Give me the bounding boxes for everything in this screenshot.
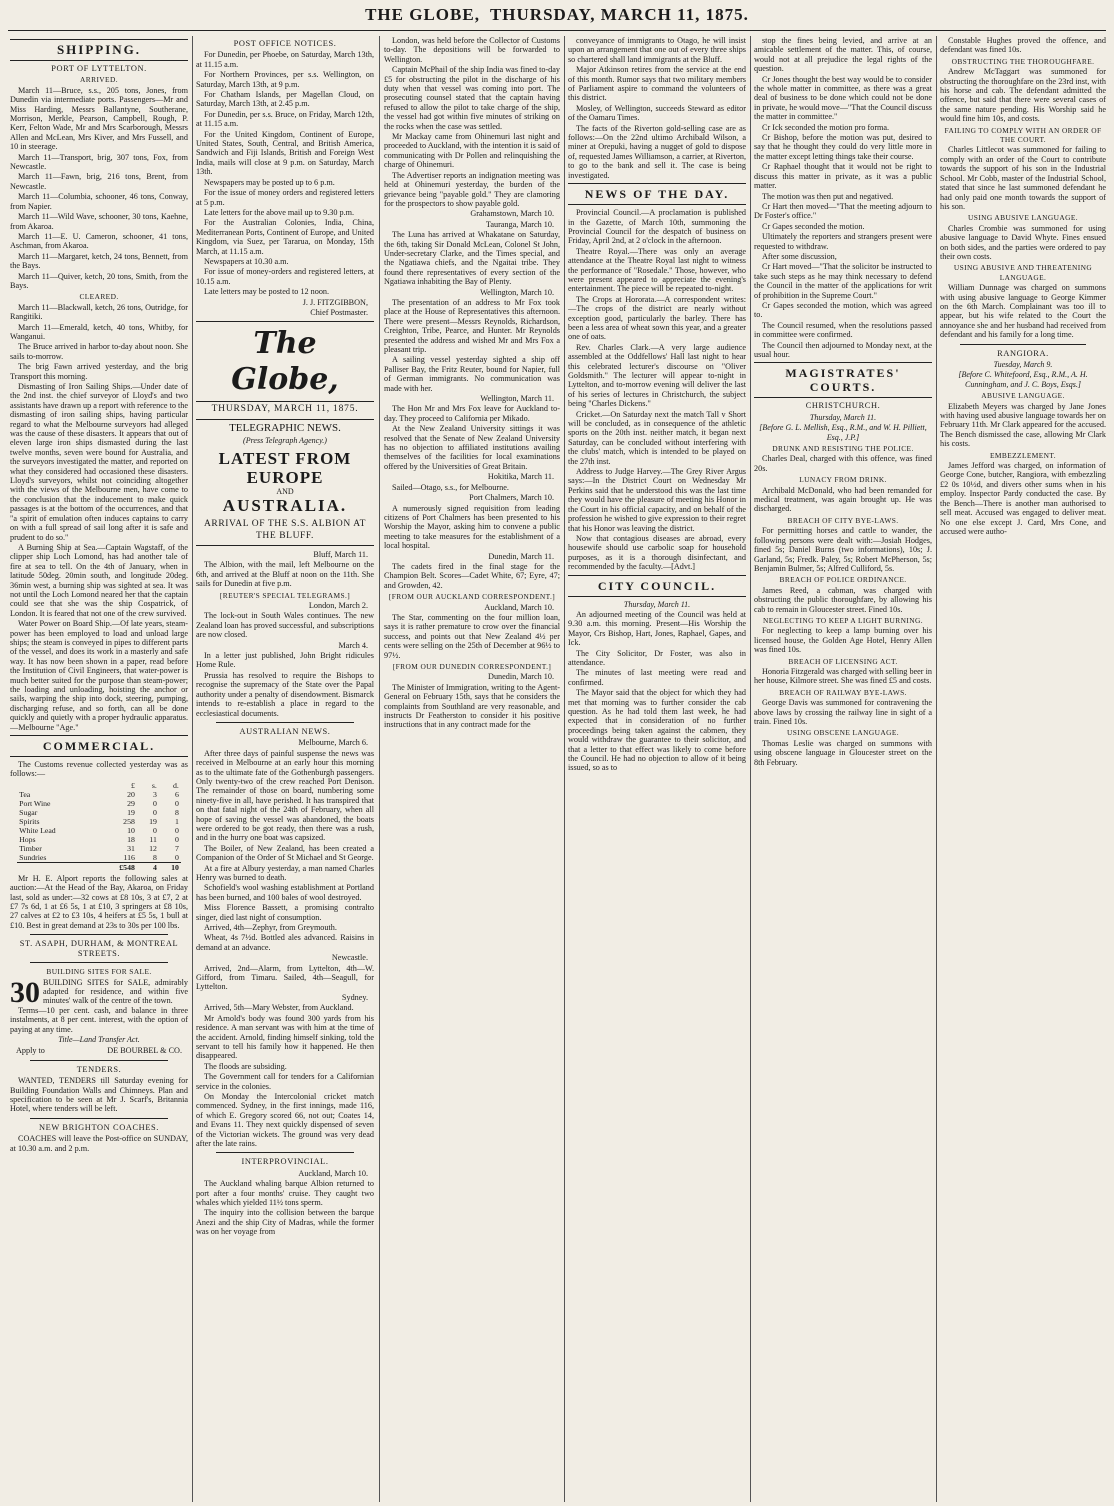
city-council-continued: [754, 36, 932, 359]
case-heading: USING ABUSIVE AND THREATENING LANGUAGE.: [953, 263, 1093, 282]
masthead-date: THURSDAY, MARCH 11, 1875.: [489, 5, 749, 24]
customs-header-cell: £: [130, 780, 135, 790]
article-paragraph: Miss Florence Bassett, a promising contralto singer, died last night of consumption.: [196, 903, 374, 922]
case-text: James Jefford was charged, on information of George Cone, butcher, Rangiora, with embezzling £2 0s 10½d, and divers other sums when in his employ. Inspector Pardy conducted the case. By the Bench—There is another man authorised to sell meat. Accused was engaged to deliver meat. No one else except J. Card, Mrs Cone, and accused were autho-: [940, 461, 1106, 536]
postmaster-name: J. J. FITZGIBBON,: [302, 297, 368, 307]
customs-total-row: [17, 862, 181, 872]
customs-row: [17, 826, 181, 835]
inquiry-text: The inquiry into the collision between the barque Anezi and the ship City of Madras, while the former was on her voyage from: [196, 1208, 374, 1237]
melbourne-news: [196, 749, 374, 922]
customs-amount: 31: [127, 843, 135, 853]
post-notice: For the issue of money orders and registered letters at 5 p.m.: [196, 188, 374, 207]
customs-header-cell: s.: [151, 780, 157, 790]
column-divider: [750, 36, 751, 1502]
article-paragraph: Cr Raphael thought that it would not be right to discuss this matter in private, as it was a public matter.: [754, 162, 932, 191]
rangiora-heading: RANGIORA.: [997, 348, 1049, 358]
customs-item: White Lead: [19, 825, 56, 835]
article-paragraph: Schofield's wool washing establishment at Portland has been burned, and 100 bales of wool destroyed.: [196, 883, 374, 902]
customs-amount: 258: [123, 816, 135, 826]
article-paragraph: The minutes of last meeting were read and confirmed.: [568, 668, 746, 687]
reuter-heading: [REUTER'S SPECIAL TELEGRAMS.]: [219, 590, 351, 600]
cleared-entry: March 11—Emerald, ketch, 40 tons, Whitby, for Wanganui.: [10, 322, 188, 341]
article-paragraph: A sailing vessel yesterday sighted a ship off Palliser Bay, the Fritz Reuter, bound for Napier, full of German immigrants. No communication was made with her.: [384, 355, 560, 393]
building-title: Title—Land Transfer Act.: [58, 1034, 140, 1044]
case-text: Archibald McDonald, who had been remanded for medical treatment, was again brought up. He was discharged.: [754, 485, 932, 514]
customs-row: [17, 808, 181, 817]
column-4: [568, 36, 746, 1502]
case-heading: LUNACY FROM DRINK.: [799, 475, 887, 485]
article-paragraph: Cr Gapes seconded the motion.: [762, 221, 865, 231]
bluff-text: The Albion, with the mail, left Melbourne on the 6th, and arrived at the Bluff at noon on the 11th. She sails for Dunedin at five p.m.: [196, 560, 374, 589]
interprovincial-news: [384, 36, 560, 208]
news-item: Now that contagious diseases are abroad, every housewife should use carbolic soap for household purposes, as it is a thorough disinfectant, and recommended by the faculty.—[Advt.]: [568, 533, 746, 572]
dateline: Melbourne, March 6.: [298, 738, 368, 748]
port-heading: PORT OF LYTTELTON.: [51, 64, 147, 73]
customs-amount: 12: [149, 843, 157, 853]
building-heading: BUILDING SITES FOR SALE.: [46, 967, 152, 977]
customs-item: Spirits: [19, 816, 40, 826]
article-paragraph: Cr Hart moved—"That the solicitor be instructed to take such steps as he may think necessary to defend the Council in the matter of the applications for writ of prohibition in the Supreme Court.": [754, 262, 932, 300]
globe-date: THURSDAY, MARCH 11, 1875.: [196, 401, 374, 414]
arrived-label: ARRIVED.: [80, 75, 118, 85]
news-of-day-heading: NEWS OF THE DAY.: [568, 183, 746, 205]
article-paragraph: Mr Arnold's body was found 300 yards from his residence. A man servant was with him at the time of the accident. Arnold, finding himself sinking, told the servant to tell his family how it happened. He then disappeared.: [196, 1013, 374, 1061]
customs-header-cell: d.: [173, 780, 179, 790]
article-paragraph: A Burning Ship at Sea.—Captain Wagstaff, of the clipper ship Loch Lomond, has had another tale of fire at sea to tell. On the 4th of January, when in latitude 50deg. 20min south, and longitude 20deg. 36min west, a burning ship was sighted at sea. It was not until the Loch Lomond neared her that the captain could see that she was the ship Cospatrick, of London. It is feared that not one of the crew survived.: [10, 542, 188, 618]
customs-item: Sugar: [19, 807, 38, 817]
shipping-articles: [10, 382, 188, 732]
article-paragraph: stop the fines being levied, and arrive at an amicable settlement of the matter. This, of course, would not at all prejudice the legal rights of the question.: [754, 36, 932, 74]
column-1: [10, 36, 188, 1502]
post-notice: For Northern Provinces, per s.s. Wellington, on Saturday, March 13th, at 9 p.m.: [196, 70, 374, 89]
christchurch-bench: [Before G. L. Mellish, Esq., R.M., and W. H. Pilliett, Esq., J.P.]: [759, 423, 927, 442]
cleared-list: [10, 303, 188, 342]
customs-item: Sundries: [19, 852, 47, 862]
article-paragraph: Wheat, 4s 7½d. Bottled ales advanced. Raisins in demand at an advance.: [196, 933, 374, 952]
article-paragraph: Ultimately the reporters and strangers present were requested to withdraw.: [754, 232, 932, 251]
telegraphic-sub: (Press Telegraph Agency.): [243, 436, 327, 446]
post-notice: Late letters may be posted to 12 noon.: [204, 287, 330, 297]
arrived-list: [10, 86, 188, 291]
sydney-text: Arrived, 5th—Mary Webster, from Auckland.: [204, 1003, 354, 1013]
globe-masthead: [196, 321, 374, 419]
post-notice: For Chatham Islands, per Magellan Cloud, on Saturday, March 13th, at 2.45 p.m.: [196, 90, 374, 109]
article-paragraph: The facts of the Riverton gold-selling case are as follows:—On the 22nd ultimo Archibald Wilson, a miner at Orepuki, having a nugget of gold to dispose of, requested James Williamson, a carrier, at Riverton, to go to the bank and sell it. The case is being investigated.: [568, 123, 746, 180]
customs-amount: 10: [127, 825, 135, 835]
article-paragraph: Captain McPhail of the ship India was fined to-day £5 for obstructing the pilot in the discharge of his duty when that vessel was coming into port. The prosecuting counsel stated that the captain having refused to allow the pilot to take charge of the ship, the vessel had got within five minutes of striking on the rocks when the case was settled.: [384, 65, 560, 131]
city-council-heading: CITY COUNCIL.: [568, 575, 746, 597]
customs-item: Tea: [19, 789, 31, 799]
case-heading: BREACH OF RAILWAY BYE-LAWS.: [779, 687, 907, 697]
customs-amount: 19: [127, 807, 135, 817]
column-divider: [192, 36, 193, 1502]
article-paragraph: conveyance of immigrants to Otago, he will insist upon an arrangement that one out of every three ships so chartered shall land immigrants at the Bluff.: [568, 36, 746, 64]
dateline: Hokitika, March 11.: [487, 472, 554, 482]
interprovincial-heading: INTERPROVINCIAL.: [241, 1157, 329, 1167]
post-notice: For Dunedin, per s.s. Bruce, on Friday, March 12th, at 11.15 a.m.: [196, 109, 374, 129]
apply-to: DE BOURBEL & CO.: [107, 1046, 182, 1056]
arrival-entry: March 11—Bruce, s.s., 205 tons, Jones, from Dunedin via intermediate ports. Passengers—Mr and Miss Harding, Messrs Ballantyne, Southerane, Morrison, Merkle, Pearson, Campbell, Rough, P. Kerr, Felton Wade, Mr and Mrs Scarborough, Messrs Allen and McLean, Mrs Kiver, and Mrs Fussell, and 10 in steerage.: [10, 85, 188, 152]
rangiora-bench: [Before C. Whitefoord, Esq., R.M., A. H. Cunningham, and J. C. Boys, Esqs.]: [958, 370, 1088, 389]
dateline: Dunedin, March 10.: [488, 672, 554, 682]
shipping-note: The brig Fawn arrived yesterday, and the brig Transport this morning.: [10, 362, 188, 381]
article-paragraph: The City Solicitor, Dr Foster, was also in attendance.: [568, 648, 746, 667]
case-text: Charles Littlecot was summoned for failing to comply with an order of the Court to contribute towards the support of his son in the Industrial School. Mr Cobb, master of the Industrial School, stated that since he last summoned defendant he had only paid one month towards the support of his son.: [940, 145, 1106, 211]
article-paragraph: After some discussion,: [762, 251, 837, 261]
customs-row: [17, 817, 181, 826]
customs-amount: 116: [123, 852, 135, 862]
article-paragraph: The motion was then put and negatived.: [762, 191, 894, 201]
dateline: Port Chalmers, March 10.: [469, 493, 554, 503]
building-terms: Terms—10 per cent. cash, and balance in three instalments, at 8 per cent. interest, with the option of paying at any time.: [10, 1005, 188, 1034]
dateline: Auckland, March 10.: [298, 1168, 368, 1178]
customs-amount: 3: [152, 789, 157, 799]
london-text: The lock-out in South Wales continues. The new Zealand loan has proved successful, and subscriptions are now closed.: [196, 611, 374, 640]
article-paragraph: The Boiler, of New Zealand, has been created a Companion of the Order of St Michael and St George.: [196, 843, 374, 863]
customs-amount: 0: [152, 825, 157, 835]
customs-amount: 18: [127, 834, 135, 844]
streets-heading: ST. ASAPH, DURHAM, & MONTREAL STREETS.: [19, 939, 179, 958]
prussia-text: Prussia has resolved to require the Bishops to recognise the supremacy of the State over the Papal authority under a penalty of disendowment. Bismarck intends to re-establish a place in regard to the ecclesiastical documents.: [196, 670, 374, 718]
case-heading: BREACH OF CITY BYE-LAWS.: [787, 515, 899, 525]
column-5: [754, 36, 932, 1502]
customs-item: Port Wine: [19, 798, 51, 808]
arrival-entry: March 11—Columbia, schooner, 46 tons, Conway, from Napier.: [10, 192, 188, 211]
column-6: [940, 36, 1106, 1502]
case-text: Honoria Fitzgerald was charged with selling beer in her house, Kilmore street. She was fined £5 and costs.: [754, 666, 932, 686]
tenders-text: WANTED, TENDERS till Saturday evening for Building Foundation Walls and Chimneys. Plan and specification to be seen at Mr J. Scarf's, Britannia Hotel, where tenders will be left.: [10, 1076, 188, 1114]
article-paragraph: Cr Ick seconded the motion pro forma.: [762, 122, 890, 132]
article-paragraph: The Government call for tenders for a Californian service in the colonies.: [196, 1072, 374, 1091]
case-text: Andrew McTaggart was summoned for obstructing the thoroughfare on the 23rd inst, with his horse and cab. The defendant admitted the offence, but said that there were several cases of the same nature pending. His Worship said he would fine him 10s, and costs.: [940, 67, 1106, 124]
post-office-heading: POST OFFICE NOTICES.: [233, 39, 337, 48]
newcastle-text: Arrived, 2nd—Alarm, from Lyttelton, 4th—W. Gifford, from Timaru. Sailed, 4th—Seagull, for Lyttelton.: [196, 963, 374, 992]
case-text: Elizabeth Meyers was charged by Jane Jones with having used abusive language towards her on February 11th. Mr Clark appeared for the accused. The Bench dismissed the case, allowing Mr Clark his costs.: [940, 401, 1106, 449]
shipping-note: The Bruce arrived in harbor to-day about noon. She sails to-morrow.: [10, 342, 188, 361]
customs-item: Timber: [19, 843, 42, 853]
article-paragraph: The Hon Mr and Mrs Fox leave for Auckland to-day. They proceed to California per Mikado.: [384, 404, 560, 423]
shipping-heading: SHIPPING.: [10, 39, 188, 61]
masthead-paper: THE GLOBE,: [365, 5, 480, 24]
post-notice: Newspapers at 10.30 a.m.: [204, 256, 289, 266]
melbourne-shipping: [196, 923, 374, 952]
building-text: BUILDING SITES for SALE, admirably adapted for residence, and within five minutes' walk of the centre of the town.: [43, 977, 188, 1006]
magistrates-heading: MAGISTRATES' COURTS.: [754, 362, 932, 398]
customs-row: [17, 853, 181, 863]
news-item: Rev. Charles Clark.—A very large audience assembled at the Oddfellows' Hall last night to hear this celebrated lecturer's discourse on "Oliver Goldsmith." The lecturer will appear to-night in Lyttelton, and to-morrow evening will deliver the last of his series of lectures in Christchurch, the subject being "Charles Dickens.": [568, 342, 746, 409]
customs-amount: 0: [174, 852, 179, 862]
rangiora-date: Tuesday, March 9.: [993, 360, 1053, 369]
dunedin-news: [568, 36, 746, 180]
postmaster-title: Chief Postmaster.: [310, 307, 368, 317]
dateline: Bluff, March 11.: [313, 550, 368, 559]
article-paragraph: Constable Hughes proved the offence, and defendant was fined 10s.: [940, 36, 1106, 55]
dateline: Wellington, March 10.: [480, 287, 554, 297]
customs-amount: 0: [152, 807, 157, 817]
apply-label: Apply to: [16, 1046, 45, 1056]
australian-heading: AUSTRALIAN NEWS.: [239, 726, 331, 736]
building-ad: [10, 975, 188, 1009]
news-item: Cricket.—On Saturday next the match Tall v Short will be concluded, as in consequence of the athletic sports on the 20th inst. neither match, it began next Saturday, can be concluded without interfering with the clubs' match, which is intended to be played on the 27th inst.: [568, 409, 746, 466]
news-of-day: [568, 208, 746, 571]
auckland2-text: The Star, commenting on the four million loan, says it is rather premature to crow over the financial success, and points out that New Zealand 4½ per cents were selling on the 25th of December at 96½ to 97½.: [384, 612, 560, 660]
tenders-heading: TENDERS.: [76, 1064, 122, 1074]
article-paragraph: The Council resumed, when the resolutions passed in committee were confirmed.: [754, 320, 932, 340]
article-paragraph: Cr Hart then moved—"That the meeting adjourn to Dr Foster's office.": [754, 201, 932, 221]
article-paragraph: At a fire at Albury yesterday, a man named Charles Henry was burned to death.: [196, 863, 374, 882]
telegraphic-heading: TELEGRAPHIC NEWS.: [229, 421, 341, 434]
article-paragraph: After three days of painful suspense the news was received in Melbourne at an early hour this morning as to the ultimate fate of the Gothenburgh passengers. Only twenty-two of the crew reached Port Denison. The remainder of those on board, numbering some ninety-five in all, have perished. It has transpired that on that fatal night of the 24th of February, when all hope of saving the vessel was abandoned, the boats were ordered to be got ready, then there was a rush, and in the hurry one boat was capsized.: [196, 748, 374, 843]
auckland-correspondent: [FROM OUR AUCKLAND CORRESPONDENT.]: [388, 592, 556, 602]
news-item: Address to Judge Harvey.—The Grey River Argus says:—In the District Court on Wednesday Mr Perkins said that he understood this was the last time they would have the pleasure of meeting his Honor in the Court in his official capacity, and on behalf of the profession he wished to give expression to their regret that his Honor was leaving the district.: [568, 467, 746, 533]
case-heading: DRUNK AND RESISTING THE POLICE.: [772, 444, 914, 454]
column-2: [196, 36, 374, 1502]
case-text: For neglecting to keep a lamp burning over his licensed house, the Golden Age Hotel, Henry Allen was fined 10s.: [754, 626, 932, 655]
masthead-rule: [8, 30, 1106, 31]
article-paragraph: Water Power on Board Ship.—Of late years, steam-power has been employed to load and unload large ships; the steam is conveyed in pipes to different parts of the vessel, and does its work in a masterly and safe way. It has now been shown in a paper, read before the Institution of Civil Engineers, that water-power is much better suited for the purpose than steam-power; the loading and unloading, hoisting the anchor or sails, warping the ship into dock, steering, pumping, discharging refuse, and so forth, can all be done quickly and quietly with a proper hydraulic apparatus.—Melbourne "Age.": [10, 619, 188, 732]
news-item: Provincial Council.—A proclamation is published in the Gazette, of March 10th, summoning the Provincial Council for the despatch of business on Friday, April 2nd, at 2 o'clock in the afternoon.: [568, 208, 746, 246]
wellington-news-2: [384, 404, 560, 471]
dunedin2-text: The Minister of Immigration, writing to the Agent-General on February 15th, says that he considers the complaints from Southland are very reasonable, and instructs Dr Featherston to consider it his positive instructions that in any contract made for the: [384, 682, 560, 730]
case-heading: ABUSIVE LANGUAGE.: [981, 391, 1065, 401]
case-text: Thomas Leslie was charged on summons with using obscene language in Gloucester street on the 8th February.: [754, 738, 932, 767]
dateline: Tauranga, March 10.: [485, 219, 554, 229]
news-item: Theatre Royal.—There was only an average attendance at the Theatre Royal last night to witness the performance of "Rosedale." Those, however, who were present appeared to appreciate the evening's entertainment. The piece will be repeated to-night.: [568, 246, 746, 294]
case-text: Charles Crombie was summoned for using abusive language to David Whyte. Fines ensued on both sides, and the parties were ordered to pay their own costs.: [940, 223, 1106, 261]
customs-total: 4: [137, 862, 159, 872]
building-dropcap: 30: [10, 975, 40, 1009]
article-paragraph: On Monday the Intercolonial cricket match commenced. Sydney, in the first innings, made 116, of which E. Gregory scored 66, not out; Coates 14, and Evans 11. They next quickly dispensed of seven of the Victorian wickets. The ground was very dead after the late rains.: [196, 1091, 374, 1148]
column-divider: [564, 36, 565, 1502]
customs-amount: 8: [152, 852, 157, 862]
case-text: William Dunnage was charged on summons with using abusive language to George Kimmer on the 6th March. Complainant was too ill to appear, but his wife related to the Court the annoyance she and her husband had received from defendant and his family for a long time.: [940, 283, 1106, 340]
wellington-news: [384, 298, 560, 393]
city-council-report: [568, 610, 746, 773]
customs-row: [17, 790, 181, 799]
christchurch-heading: CHRISTCHURCH.: [805, 401, 881, 411]
dateline: Dunedin, March 11.: [488, 551, 554, 561]
column-divider: [936, 36, 937, 1502]
cleared-label: CLEARED.: [79, 292, 119, 302]
column-divider: [379, 36, 380, 1502]
customs-amount: 11: [149, 834, 157, 844]
customs-amount: 0: [174, 834, 179, 844]
article-paragraph: Cr Gapes seconded the motion, which was agreed to.: [754, 300, 932, 320]
latest-heading-2: AUSTRALIA.: [222, 496, 348, 515]
customs-amount: 0: [152, 798, 157, 808]
customs-total: 10: [159, 862, 181, 872]
customs-row: [17, 835, 181, 844]
article-paragraph: Cr Jones thought the best way would be to consider the whole matter in committee, as there was a great deal of business to be done which could not be done in private, he would move—"That the Council discuss the matter in committee.": [754, 74, 932, 122]
dateline: Grahamstown, March 10.: [470, 209, 554, 219]
globe-title: The Globe,: [231, 326, 339, 398]
case-heading: OBSTRUCTING THE THOROUGHFARE.: [951, 56, 1095, 66]
case-text: George Davis was summoned for contravening the above laws by crossing the railway line in sight of a train. Fined 10s.: [754, 698, 932, 726]
customs-amount: 19: [149, 816, 157, 826]
arrival-entry: March 11—E. U. Cameron, schooner, 41 tons, Aschman, from Akaroa.: [10, 231, 188, 251]
case-heading: BREACH OF POLICE ORDINANCE.: [779, 575, 907, 585]
dateline: Wellington, March 11.: [480, 394, 554, 404]
customs-table: [17, 781, 181, 872]
case-heading: BREACH OF LICENSING ACT.: [788, 656, 898, 666]
post-notice: Newspapers may be posted up to 6 p.m.: [204, 177, 335, 187]
chalmers-text: A numerously signed requisition from leading citizens of Port Chalmers has been presented to his Worship the Mayor, asking him to convene a public meeting to take measures for the establishment of a local hospital.: [384, 503, 560, 551]
article-paragraph: Arrived, 4th—Zephyr, from Greymouth.: [204, 923, 337, 933]
case-heading: USING ABUSIVE LANGUAGE.: [968, 213, 1078, 223]
article-paragraph: The Council then adjourned to Monday next, at the usual hour.: [754, 340, 932, 359]
post-notices: [196, 50, 374, 296]
case-heading: USING OBSCENE LANGUAGE.: [786, 728, 900, 738]
article-paragraph: Major Atkinson retires from the service at the end of this month. Rumor says that two military members of Parliament aspire to command the volunteers of this district.: [568, 65, 746, 103]
post-notice: For issue of money-orders and registered letters, at 10.15 a.m.: [196, 267, 374, 286]
post-notice: Late letters for the above mail up to 9.30 p.m.: [204, 207, 355, 217]
christchurch-date: Thursday, March 11.: [809, 412, 877, 422]
customs-amount: 20: [127, 789, 135, 799]
court-continued: [940, 36, 1106, 55]
post-notice: For the Australian Colonies, India, China, Mediterranean Ports, Continent of Europe, and United Kingdom, via Suez, per Tararua, on Monday, 15th March, at 11.15 a.m.: [196, 218, 374, 256]
cleared-entry: March 11—Blackwall, ketch, 26 tons, Outridge, for Rangitiki.: [10, 302, 188, 322]
auction-report: Mr H. E. Alport reports the following sales at auction:—At the Head of the Bay, Akaroa, on Friday last, sold as under:—32 cows at £8 10s, 3 at £7, 2 at £7 7s 6d, 1 at £6 5s, 1 at £10, 3 springers at £8 10s, 27 calves at £2 to £3 10s, 4 heifers at £5 5s, 1 bull at £10. Best in great demand at 23s to 30s per 100 lbs.: [10, 873, 188, 930]
dunedin-text: The cadets fired in the final stage for the Champion Belt. Scores—Cadet White, 67; Eyre, 47; and Growden, 42.: [384, 561, 560, 590]
coaches-text: COACHES will leave the Post-office on SUNDAY, at 10.30 a.m. and 2 p.m.: [10, 1134, 188, 1153]
arrival-heading: ARRIVAL OF THE S.S. ALBION AT THE BLUFF.: [196, 518, 374, 546]
city-council-date: Thursday, March 11.: [623, 599, 691, 609]
case-text: Charles Deal, charged with this offence, was fined 20s.: [754, 454, 932, 473]
customs-amount: 29: [127, 798, 135, 808]
customs-total: £548: [115, 862, 137, 872]
case-text: For permitting horses and cattle to wander, the following persons were dealt with:—Josiah Hodges, fined 5s; Daniel Burns (two informations), 10s; J. Garland, 5s; Fredk. Paley, 5s; Robert McPherson, 5s; Benjamin Bulmer, 5s; Alfred Culliford, 5s.: [754, 526, 932, 573]
tauranga-text: The Luna has arrived at Whakatane on Saturday, the 6th, taking Sir Donald McLean, Colonel St John, Under-secretary Clarke, and the Times special, and the Ngatiawa chiefs, and the Ngaitai tribe. They found there representatives of every section of the Ngatiawa inhabiting the Bay of Plenty.: [384, 230, 560, 287]
page-masthead: [0, 0, 1114, 30]
article-paragraph: The Advertiser reports an indignation meeting was held at Ohinemuri yesterday, the burden of the grievance being "payable gold." They are clamoring for the prospectors to show payable gold.: [384, 170, 560, 208]
article-paragraph: The presentation of an address to Mr Fox took place at the House of Representatives this afternoon. There were present—Messrs Reynolds, Richardson, Creighton, Tribe, Pearce, and Hunter. Mr Reynolds presented the address and wished Mr and Mrs Fox a pleasant trip.: [384, 297, 560, 354]
article-paragraph: An adjourned meeting of the Council was held at 9.30 a.m. this morning. Present—His Worship the Mayor, Crs Bishop, Hart, Jones, Raphael, Gapes, and Ick.: [568, 609, 746, 648]
customs-row: [17, 844, 181, 853]
article-paragraph: Cr Bishop, before the motion was put, desired to say that he thought they could do very little more in the matter except letting things take their course.: [754, 133, 932, 161]
coaches-heading: NEW BRIGHTON COACHES.: [38, 1122, 159, 1132]
dateline: London, March 2.: [308, 601, 368, 611]
post-notice: For the United Kingdom, Continent of Europe, United States, South, Central, and British America, Sandwich and Fiji Islands, British and Foreign West India, mails will close at 9 p.m. on Saturday, March 13th.: [196, 129, 374, 177]
case-heading: EMBEZZLEMENT.: [989, 450, 1057, 460]
article-paragraph: Mosley, of Wellington, succeeds Steward as editor of the Oamaru Times.: [568, 103, 746, 123]
auckland-text: The Auckland whaling barque Albion returned to port after a four months' cruise. They caught two whales which yielded 11½ tons sperm.: [196, 1179, 374, 1207]
customs-row: [17, 799, 181, 808]
article-paragraph: The floods are subsiding.: [204, 1061, 287, 1071]
dunedin-correspondent: [FROM OUR DUNEDIN CORRESPONDENT.]: [392, 662, 552, 671]
customs-amount: 0: [174, 825, 179, 835]
article-paragraph: At the New Zealand University sittings it was resolved that the Senate of New Zealand University has no objection to affiliated institutions availing themselves of the facilities for local examinations offered by the Universities of Great Britain.: [384, 424, 560, 471]
article-paragraph: Mr Mackay came from Ohinemuri last night and proceeded to Auckland, with the intention it is said of communicating with Dr Pollen and relinquishing the charge of Ohinemuri.: [384, 132, 560, 170]
customs-amount: 7: [174, 843, 179, 853]
shipping-notes: [10, 342, 188, 381]
customs-amount: 6: [174, 789, 179, 799]
customs-item: Hops: [19, 834, 36, 844]
customs-amount: 1: [174, 816, 179, 826]
column-3: [384, 36, 560, 1502]
apply-line: [10, 1046, 188, 1055]
customs-header-row: [17, 781, 181, 790]
customs-amount: 0: [174, 798, 179, 808]
dateline: Newcastle.: [331, 953, 368, 963]
dateline: Sydney.: [341, 992, 368, 1002]
dateline: March 4.: [338, 640, 368, 650]
arrival-entry: March 11—Quiver, ketch, 20 tons, Smith, from the Bays.: [10, 271, 188, 290]
latest-and: AND: [276, 486, 294, 496]
sydney-news: [196, 1014, 374, 1149]
article-paragraph: London, was held before the Collector of Customs to-day. The depositions will be forwarded to Wellington.: [384, 36, 560, 64]
article-paragraph: Dismasting of Iron Sailing Ships.—Under date of the 2nd inst. the chief surveyor of Lloyd's and two assistants have drawn up a report with reference to the dismasting of iron sailing ships, having particular regard to what the Melbourne surveyors had alleged was the cause of these disasters. It appears that out of eleven large iron ships dismasted during the last twelve months, seven were bound for Australia, and the surveyors investigated the matter, and reported on what they considered had occasioned these disasters. Lloyd's surveyors, whilst not coinciding altogether with the views of the Melbourne men, have come to the conclusion that the inducement to make quick passages is at the bottom of the occurrences, and that "a spirit of emulation often induces captains to carry on with a full spread of sail long after it is safe and prudent to do so.": [10, 382, 188, 542]
customs-intro: The Customs revenue collected yesterday was as follows:—: [10, 760, 188, 779]
article-paragraph: The Mayor said that the object for which they had met that morning was to further consider the cab question. As he had told them last week, he had expected that in consideration of no further proceedings being taken against the cabmen, they would withdraw the guarantee to their solicitor, and that a letter to that effect was likely to come before the Council. He had no objection to allow of it being issued, so as to: [568, 688, 746, 773]
case-heading: FAILING TO COMPLY WITH AN ORDER OF THE COURT.: [944, 125, 1102, 145]
arrival-entry: March 11—Fawn, brig, 216 tons, Brent, from Newcastle.: [10, 172, 188, 191]
case-heading: NEGLECTING TO KEEP A LIGHT BURNING.: [763, 615, 923, 625]
post-notice: For Dunedin, per Phoebe, on Saturday, March 13th, at 11.15 a.m.: [196, 50, 374, 69]
latest-heading: LATEST FROM EUROPE: [218, 448, 352, 487]
customs-amount: 8: [174, 807, 179, 817]
hokitika-text: Sailed—Otago, s.s., for Melbourne.: [392, 482, 509, 492]
commercial-heading: COMMERCIAL.: [10, 735, 188, 757]
news-item: The Crops at Hororata.—A correspondent writes:—The crops of the district are nearly without exception good, particularly the barley. There has been a less area of wheat sown this year, and a greater one of oats.: [568, 294, 746, 342]
arrival-entry: March 11—Wild Wave, schooner, 30 tons, Kaehne, from Akaroa.: [10, 212, 188, 231]
case-text: James Reed, a cabman, was charged with obstructing the public thoroughfare, by allowing his cab to remain in Gloucester street. Fined 10s.: [754, 585, 932, 614]
arrival-entry: March 11—Margaret, ketch, 24 tons, Bennett, from the Bays.: [10, 251, 188, 271]
dateline: Auckland, March 10.: [484, 602, 554, 612]
march4-text: In a letter just published, John Bright ridicules Home Rule.: [196, 651, 374, 670]
arrival-entry: March 11—Transport, brig, 307 tons, Fox, from Newcastle.: [10, 152, 188, 172]
